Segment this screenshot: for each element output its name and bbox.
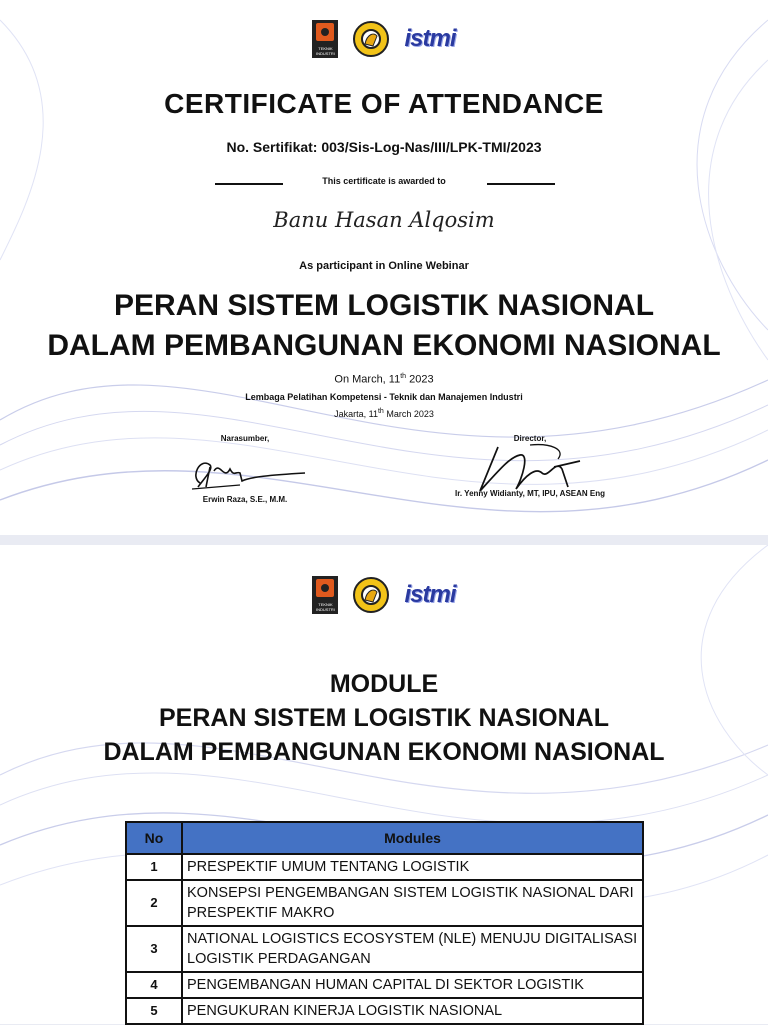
row-number: 3: [126, 926, 182, 972]
signature-left-icon: [180, 447, 310, 493]
module-heading: [0, 667, 768, 769]
divider-right: [487, 183, 555, 185]
signatory-right: [420, 434, 640, 498]
signatory-left-name: Erwin Raza, S.E., M.M.: [202, 495, 288, 504]
row-module: PENGUKURAN KINERJA LOGISTIK NASIONAL: [182, 998, 643, 1024]
recipient-name: Banu Hasan Alqosim: [273, 208, 495, 232]
certificate-number: No. Sertifikat: 003/Sis-Log-Nas/III/LPK-TMI/2023: [226, 139, 542, 155]
table-header-row: [126, 822, 643, 854]
module-heading-line2: PERAN SISTEM LOGISTIK NASIONAL: [158, 704, 610, 732]
row-number: 5: [126, 998, 182, 1024]
awarded-text: This certificate is awarded to: [322, 176, 446, 186]
istmi-logo: istmi: [404, 25, 456, 52]
col-header-modules: Modules: [182, 822, 643, 854]
signatory-left-role: Narasumber,: [220, 434, 270, 443]
event-title-line1: PERAN SISTEM LOGISTIK NASIONAL: [113, 289, 655, 322]
table-row: [126, 854, 643, 880]
signatory-left: [165, 434, 325, 504]
module-heading-line3: DALAM PEMBANGUNAN EKONOMI NASIONAL: [103, 738, 665, 766]
gear-hand-logo-icon: [352, 20, 390, 58]
table-row: [126, 998, 643, 1024]
row-number: 1: [126, 854, 182, 880]
row-module: PRESPEKTIF UMUM TENTANG LOGISTIK: [182, 854, 643, 880]
table-row: [126, 880, 643, 926]
teknik-industri-logo: TEKNIK INDUSTRI: [312, 576, 338, 614]
event-title-line2: DALAM PEMBANGUNAN EKONOMI NASIONAL: [47, 329, 721, 362]
module-logo-row: [0, 576, 768, 614]
signatory-right-name: Ir. Yenny Widianty, MT, IPU, ASEAN Eng: [454, 489, 606, 498]
table-row: [126, 972, 643, 998]
modules-table: [125, 821, 644, 1025]
logo-row: [0, 20, 768, 58]
row-module: PENGEMBANGAN HUMAN CAPITAL DI SEKTOR LOGISTIK: [182, 972, 643, 998]
event-title: [0, 286, 768, 366]
istmi-logo: istmi: [404, 581, 456, 608]
row-number: 4: [126, 972, 182, 998]
certificate-title: CERTIFICATE OF ATTENDANCE: [164, 88, 604, 119]
row-number: 2: [126, 880, 182, 926]
venue-date: Jakarta, 11th March 2023: [334, 408, 434, 419]
participant-text: As participant in Online Webinar: [299, 260, 469, 272]
col-header-no: No: [126, 822, 182, 854]
table-row: [126, 926, 643, 972]
event-date: On March, 11th 2023: [334, 373, 434, 386]
row-module: NATIONAL LOGISTICS ECOSYSTEM (NLE) MENUJU DIGITALISASI LOGISTIK PERDAGANGAN: [182, 926, 643, 972]
organization-name: Lembaga Pelatihan Kompetensi - Teknik dan Manajemen Industri: [245, 392, 523, 402]
module-heading-line1: MODULE: [329, 670, 439, 698]
row-module: KONSEPSI PENGEMBANGAN SISTEM LOGISTIK NASIONAL DARI PRESPEKTIF MAKRO: [182, 880, 643, 926]
signatory-right-role: Director,: [513, 434, 547, 443]
gear-hand-logo-icon: [352, 576, 390, 614]
teknik-industri-logo: TEKNIK INDUSTRI: [312, 20, 338, 58]
